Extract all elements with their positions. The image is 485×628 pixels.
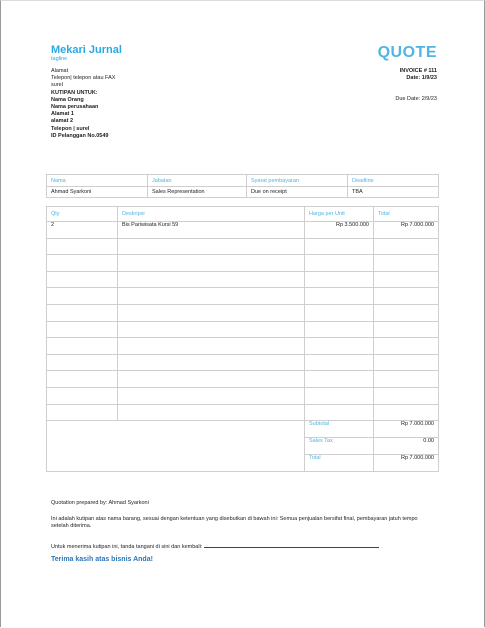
info-cell: Due on receipt bbox=[247, 187, 348, 198]
document-title: QUOTE bbox=[377, 44, 437, 61]
item-qty: 2 bbox=[47, 222, 118, 239]
due-date: Due Date: 2/9/23 bbox=[395, 96, 437, 103]
info-cell: TBA bbox=[348, 187, 439, 198]
table-row bbox=[47, 338, 439, 355]
table-row bbox=[47, 387, 439, 404]
table-row bbox=[47, 354, 439, 371]
table-row bbox=[47, 304, 439, 321]
terms-note: Ini adalah kutipan atas nama barang, sesuai dengan ketentuan yang disebutkan di bawah ini: Semua penjualan bersifat final, pembayaran jatuh tempo setelah diterima. bbox=[51, 516, 418, 530]
subtotal-label: Subtotal bbox=[305, 421, 374, 438]
signature-instruction: Untuk menerima kutipan ini, tanda tangani di sini dan kembali: bbox=[51, 544, 203, 550]
prepared-by: Quotation prepared by: Ahmad Syarkoni bbox=[51, 500, 149, 506]
company-phone-fax: Telepon| telepon atau FAX bbox=[51, 75, 116, 82]
items-header: Qty bbox=[47, 207, 118, 222]
subtotal-value: Rp 7.000.000 bbox=[374, 421, 439, 438]
total-label: Total bbox=[305, 455, 374, 472]
table-row bbox=[47, 222, 439, 239]
company-and-client-info bbox=[51, 68, 115, 140]
info-header: Jabatan bbox=[148, 175, 247, 187]
bill-to-heading: KUTIPAN UNTUK: bbox=[51, 89, 98, 96]
bill-to-line: Nama Orang bbox=[51, 96, 84, 103]
item-desc: Bis Pariwisata Kursi 59 bbox=[118, 222, 305, 239]
table-row bbox=[47, 404, 439, 421]
signature-field[interactable] bbox=[204, 541, 379, 548]
subtotal-row bbox=[47, 421, 439, 438]
info-cell: Ahmad Syarkoni bbox=[47, 187, 148, 198]
items-header: Harga per Unit bbox=[305, 207, 374, 222]
invoice-date: Date: 1/9/23 bbox=[406, 75, 437, 82]
total-value: Rp 7.000.000 bbox=[374, 455, 439, 472]
thank-you-message: Terima kasih atas bisnis Anda! bbox=[51, 556, 153, 563]
item-price: Rp 3.500.000 bbox=[305, 222, 374, 239]
company-tagline: tagline bbox=[51, 56, 68, 62]
items-header: Total bbox=[374, 207, 439, 222]
item-total: Rp 7.000.000 bbox=[374, 222, 439, 239]
bill-to-line: Telepon | surel bbox=[51, 125, 90, 132]
invoice-number: INVOICE # 111 bbox=[399, 68, 437, 74]
table-row bbox=[47, 271, 439, 288]
bill-to-line: Alamat 1 bbox=[51, 111, 74, 118]
table-row bbox=[47, 238, 439, 255]
table-row bbox=[47, 321, 439, 338]
bill-to-line: alamat 2 bbox=[51, 118, 74, 125]
table-row bbox=[47, 255, 439, 272]
company-name: Mekari Jurnal bbox=[51, 44, 122, 56]
info-header: Syarat pembayaran bbox=[247, 175, 348, 187]
table-row bbox=[47, 371, 439, 388]
signature-line bbox=[51, 541, 379, 551]
items-table bbox=[46, 206, 439, 472]
info-table bbox=[46, 174, 439, 198]
bill-to-line: ID Pelanggan No.0549 bbox=[51, 132, 109, 139]
tax-label: Sales Tax bbox=[305, 438, 374, 455]
invoice-meta bbox=[395, 68, 437, 104]
info-header: Nama bbox=[47, 175, 148, 187]
info-cell: Sales Representation bbox=[148, 187, 247, 198]
company-address: Alamat bbox=[51, 68, 69, 74]
bill-to-line: Nama perusahaan bbox=[51, 104, 99, 111]
info-header: Deadline bbox=[348, 175, 439, 187]
items-header: Deskripsi bbox=[118, 207, 305, 222]
table-row bbox=[47, 288, 439, 305]
tax-value: 0.00 bbox=[374, 438, 439, 455]
company-email: surel bbox=[51, 82, 63, 89]
